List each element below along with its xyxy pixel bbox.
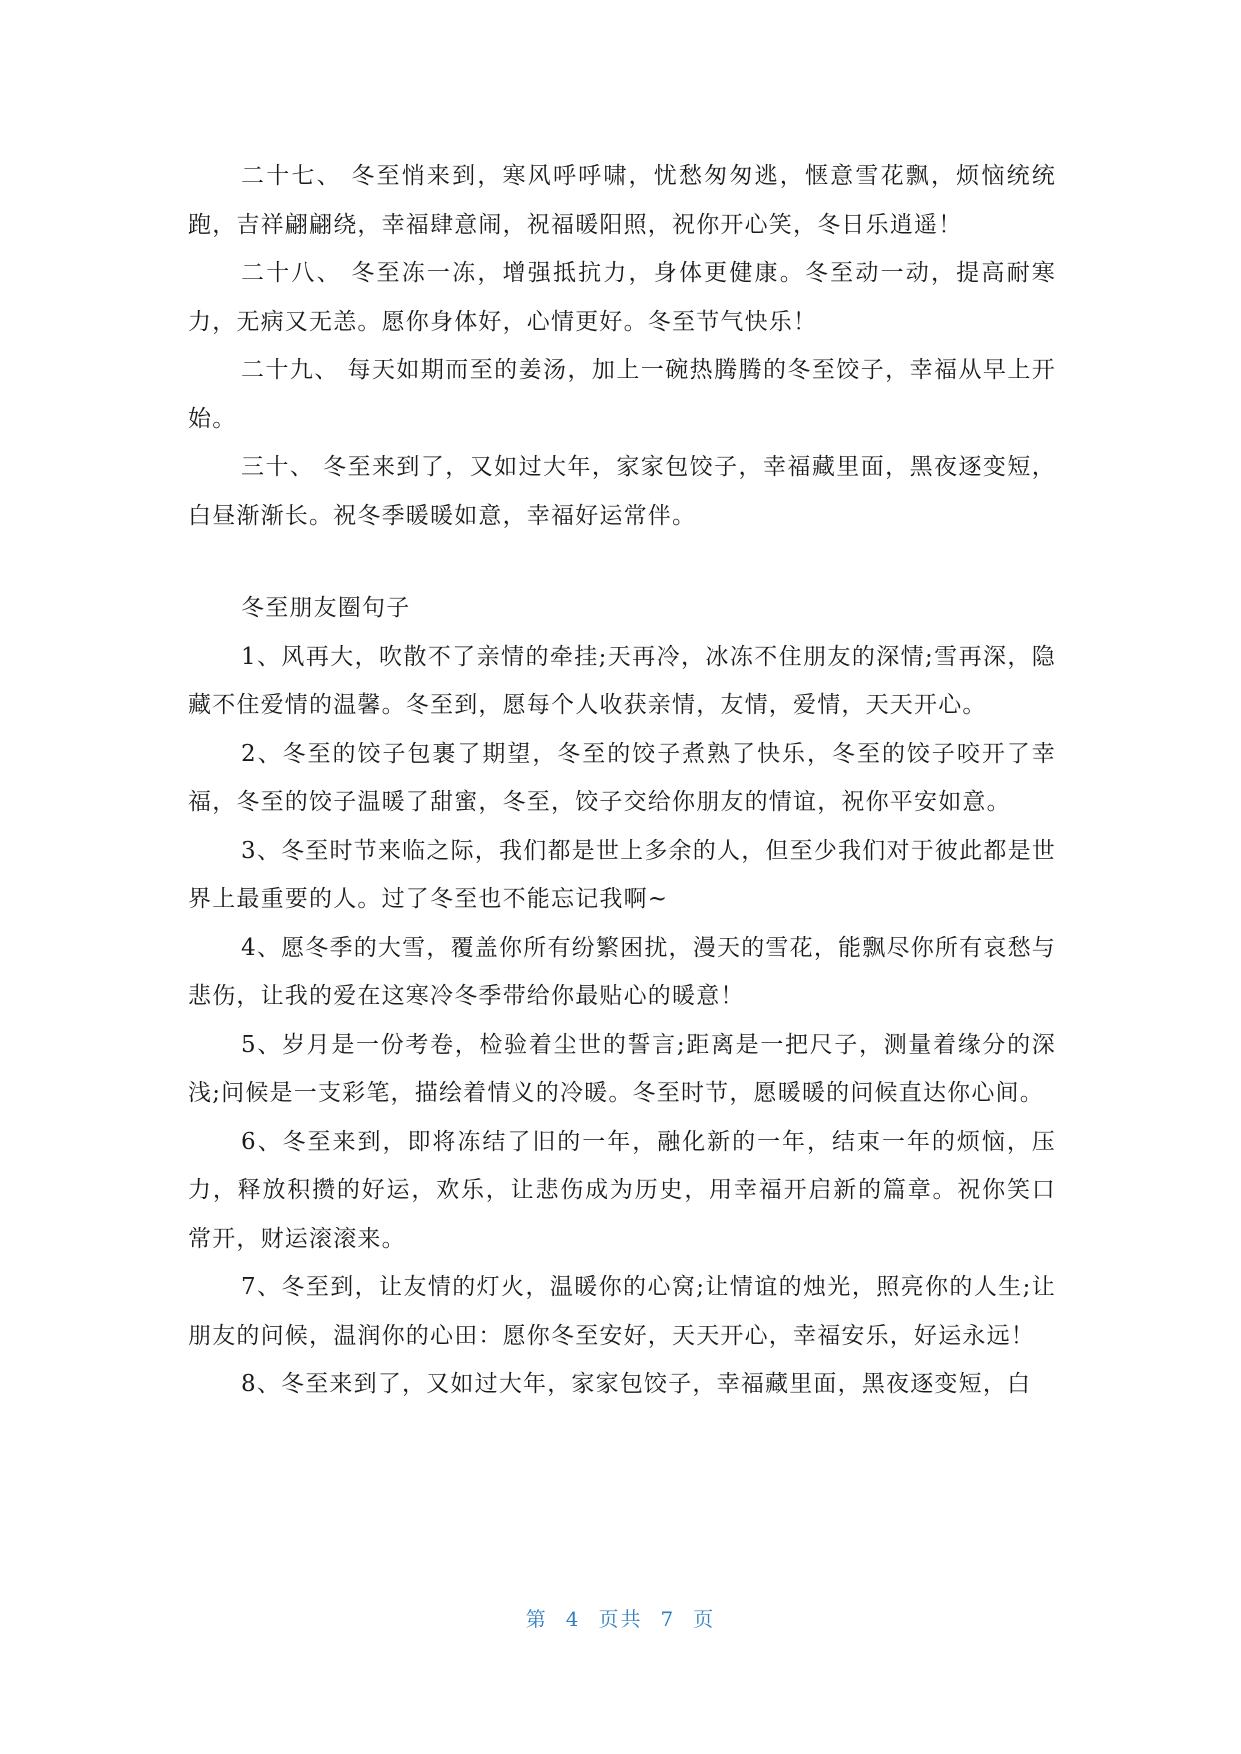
footer-current-page: 4 bbox=[565, 1607, 581, 1631]
paragraph-30: 三十、 冬至来到了，又如过大年，家家包饺子，幸福藏里面，黑夜逐变短，白昼渐渐长。祝冬季暖暖如意，幸福好运常伴。 bbox=[188, 454, 1056, 529]
section-spacer bbox=[188, 540, 1056, 584]
footer-suffix: 页 bbox=[693, 1607, 716, 1631]
footer-total-pages: 7 bbox=[660, 1607, 676, 1631]
section-heading: 冬至朋友圈句子 bbox=[241, 595, 411, 621]
list-item-5: 5、岁月是一份考卷，检验着尘世的誓言;距离是一把尺子，测量着缘分的深浅;问候是一支彩笔，描绘着情义的冷暖。冬至时节，愿暖暖的问候直达你心间。 bbox=[188, 1031, 1056, 1106]
page-footer bbox=[0, 1603, 1241, 1632]
paragraph-28: 二十八、 冬至冻一冻，增强抵抗力，身体更健康。冬至动一动，提高耐寒力，无病又无恙。愿你身体好，心情更好。冬至节气快乐！ bbox=[188, 260, 1056, 335]
list-item-8: 8、冬至来到了，又如过大年，家家包饺子，幸福藏里面，黑夜逐变短，白 bbox=[241, 1371, 1032, 1397]
paragraph-27: 二十七、 冬至悄来到，寒风呼呼啸，忧愁匆匆逃，惬意雪花飘，烦恼统统跑，吉祥翩翩绕，幸福肆意闹，祝福暖阳照，祝你开心笑，冬日乐逍遥！ bbox=[188, 163, 1056, 238]
footer-prefix: 第 bbox=[525, 1607, 548, 1631]
list-item-1: 1、风再大，吹散不了亲情的牵挂;天再冷，冰冻不住朋友的深情;雪再深，隐藏不住爱情的温馨。冬至到，愿每个人收获亲情，友情，爱情，天天开心。 bbox=[188, 643, 1056, 718]
list-item-7: 7、冬至到，让友情的灯火，温暖你的心窝;让情谊的烛光，照亮你的人生;让朋友的问候，温润你的心田：愿你冬至安好，天天开心，幸福安乐，好运永远！ bbox=[188, 1274, 1056, 1349]
list-item-3: 3、冬至时节来临之际，我们都是世上多余的人，但至少我们对于彼此都是世界上最重要的人。过了冬至也不能忘记我啊~ bbox=[188, 837, 1056, 912]
list-item-6: 6、冬至来到，即将冻结了旧的一年，融化新的一年，结束一年的烦恼，压力，释放积攒的好运，欢乐，让悲伤成为历史，用幸福开启新的篇章。祝你笑口常开，财运滚滚来。 bbox=[188, 1128, 1056, 1252]
list-item-4: 4、愿冬季的大雪，覆盖你所有纷繁困扰，漫天的雪花，能飘尽你所有哀愁与悲伤，让我的爱在这寒冷冬季带给你最贴心的暖意！ bbox=[188, 934, 1056, 1009]
document-body bbox=[188, 152, 1056, 1409]
footer-middle: 页共 bbox=[598, 1607, 643, 1631]
paragraph-29: 二十九、 每天如期而至的姜汤，加上一碗热腾腾的冬至饺子，幸福从早上开始。 bbox=[188, 357, 1056, 432]
list-item-2: 2、冬至的饺子包裹了期望，冬至的饺子煮熟了快乐，冬至的饺子咬开了幸福，冬至的饺子温暖了甜蜜，冬至，饺子交给你朋友的情谊，祝你平安如意。 bbox=[188, 740, 1056, 815]
